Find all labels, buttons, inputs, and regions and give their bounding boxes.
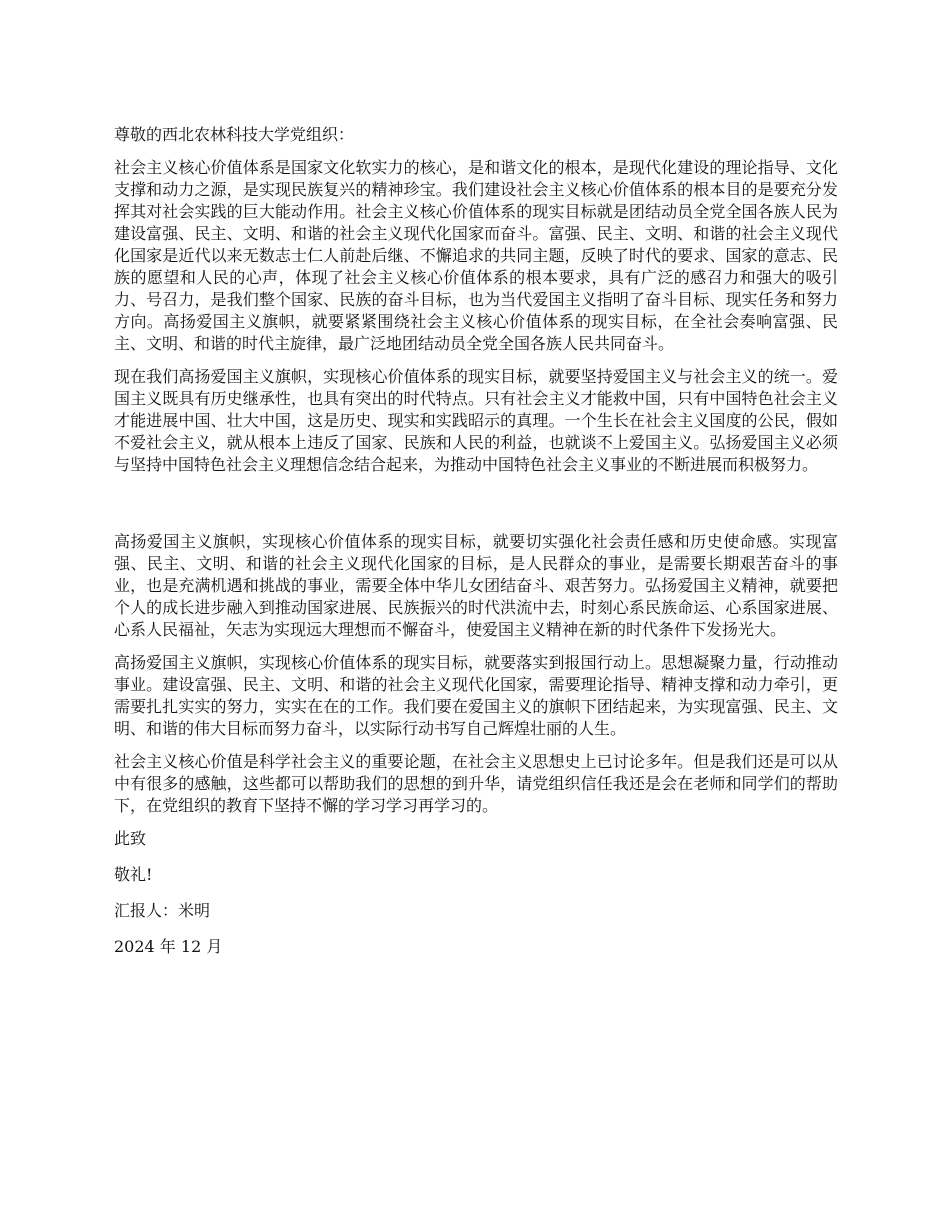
letter-paragraph-3: 高扬爱国主义旗帜，实现核心价值体系的现实目标，就要切实强化社会责任感和历史使命感。实现富强、民主、文明、和谐的社会主义现代化国家的目标，是人民群众的事业，是需要长期艰苦奋斗的事业，也是充满机遇和挑战的事业，需要全体中华儿女团结奋斗、艰苦努力。弘扬爱国主义精神，就要把个人的成长进步融入到推动国家进展、民族振兴的时代洪流中去，时刻心系民族命运、心系国家进展、心系人民福祉，矢志为实现远大理想而不懈奋斗，使爱国主义精神在新的时代条件下发扬光大。 xyxy=(114,532,838,639)
letter-date: 2024 年 12 月 xyxy=(114,937,223,956)
letter-paragraph-5: 社会主义核心价值是科学社会主义的重要论题，在社会主义思想史上已讨论多年。但是我们还是可以从中有很多的感触，这些都可以帮助我们的思想的到升华，请党组织信任我还是会在老师和同学们的帮助下，在党组织的教育下坚持不懈的学习学习再学习的。 xyxy=(114,752,838,815)
reporter-name: 汇报人：米明 xyxy=(114,901,211,920)
letter-paragraph-1: 社会主义核心价值体系是国家文化软实力的核心，是和谐文化的根本，是现代化建设的理论指导、文化支撑和动力之源，是实现民族复兴的精神珍宝。我们建设社会主义核心价值体系的根本目的是要充分发挥其对社会实践的巨大能动作用。社会主义核心价值体系的现实目标就是团结动员全党全国各族人民为建设富强、民主、文明、和谐的社会主义现代化国家而奋斗。富强、民主、文明、和谐的社会主义现代化国家是近代以来无数志士仁人前赴后继、不懈追求的共同主题，反映了时代的要求、国家的意志、民族的愿望和人民的心声，体现了社会主义核心价值体系的根本要求，具有广泛的感召力和强大的吸引力、号召力，是我们整个国家、民族的奋斗目标，也为当代爱国主义指明了奋斗目标、现实任务和努力方向。高扬爱国主义旗帜，就要紧紧围绕社会主义核心价值体系的现实目标，在全社会奏响富强、民主、文明、和谐的时代主旋律，最广泛地团结动员全党全国各族人民共同奋斗。 xyxy=(114,158,838,353)
closing-cizhi: 此致 xyxy=(114,829,147,848)
letter-page xyxy=(114,124,838,972)
paragraph-gap xyxy=(114,487,838,531)
letter-paragraph-4: 高扬爱国主义旗帜，实现核心价值体系的现实目标，就要落实到报国行动上。思想凝聚力量，行动推动事业。建设富强、民主、文明、和谐的社会主义现代化国家，需要理论指导、精神支撑和动力牵引，更需要扎扎实实的努力，实实在在的工作。我们要在爱国主义的旗帜下团结起来，为实现富强、民主、文明、和谐的伟大目标而努力奋斗，以实际行动书写自己辉煌壮丽的人生。 xyxy=(114,653,838,738)
letter-paragraph-2: 现在我们高扬爱国主义旗帜，实现核心价值体系的现实目标，就要坚持爱国主义与社会主义的统一。爱国主义既具有历史继承性，也具有突出的时代特点。只有社会主义才能救中国，只有中国特色社会主义才能进展中国、壮大中国，这是历史、现实和实践昭示的真理。一个生长在社会主义国度的公民，假如不爱社会主义，就从根本上违反了国家、民族和人民的利益，也就谈不上爱国主义。弘扬爱国主义必须与坚持中国特色社会主义理想信念结合起来，为推动中国特色社会主义事业的不断进展而积极努力。 xyxy=(114,367,838,474)
closing-jingli: 敬礼! xyxy=(114,865,153,884)
letter-salutation: 尊敬的西北农林科技大学党组织： xyxy=(114,125,355,144)
